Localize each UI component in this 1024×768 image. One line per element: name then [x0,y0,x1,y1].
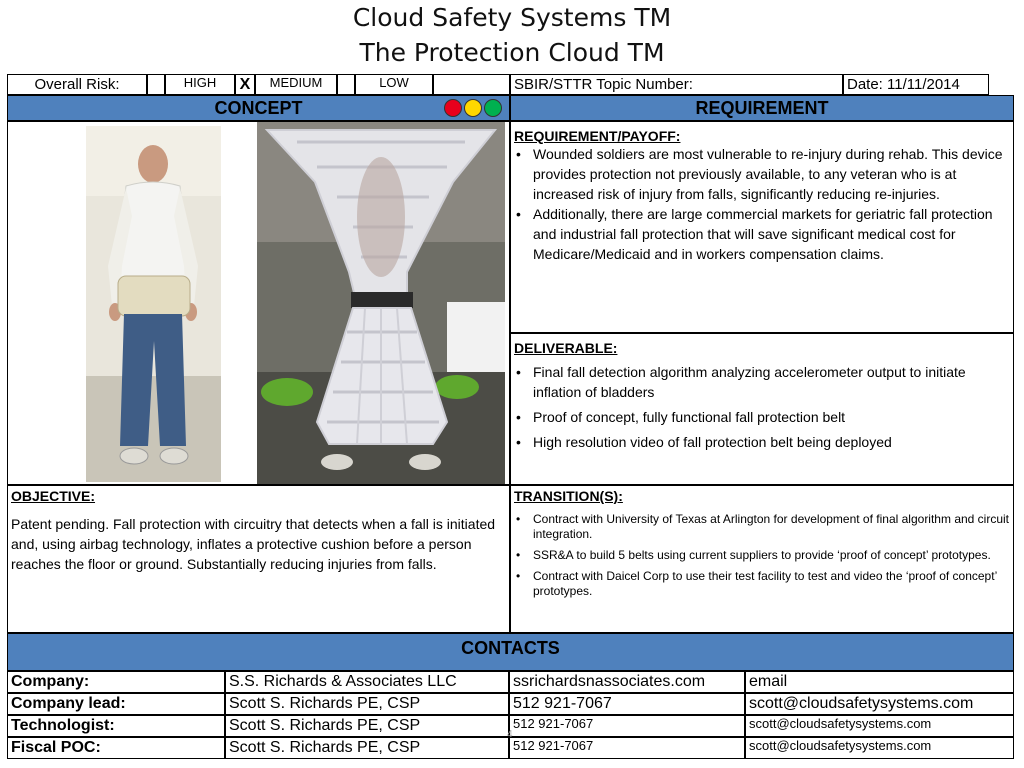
contact-phone: 512 921-7067 [509,715,745,737]
overall-risk-label: Overall Risk: [7,74,147,95]
status-red-icon [444,99,462,117]
requirement-header: REQUIREMENT [510,95,1014,121]
list-item: • Contract with University of Texas at Arlington for development of final algorithm and circuit integration. [514,512,1010,542]
contact-role: Technologist: [7,715,225,737]
status-yellow-icon [464,99,482,117]
contact-website: ssrichardsnassociates.com [509,671,745,693]
risk-medium-checkbox: X [235,74,255,95]
title-line-1: Cloud Safety Systems TM [352,3,672,32]
date-field: Date: 11/11/2014 [843,74,989,95]
contact-name: Scott S. Richards PE, CSP [225,715,509,737]
contact-email: scott@cloudsafetysystems.com [745,737,1014,759]
page-number: 4 [507,729,513,740]
sbir-topic-label: SBIR/STTR Topic Number: [510,74,843,95]
list-item: • Additionally, there are large commercial markets for geriatric fall protection and industrial fall protection that will save significant medical cost for Medicare/Medicaid and in workers compensation claims. [514,204,1010,264]
objective-panel [7,485,510,633]
contact-role: Company: [7,671,225,693]
contact-email: email [745,671,1014,693]
risk-low-checkbox [337,74,355,95]
deliverable-panel [510,333,1014,485]
contact-name: S.S. Richards & Associates LLC [225,671,509,693]
deliverable-title: DELIVERABLE: [514,340,618,356]
transition-title: TRANSITION(S): [514,488,623,504]
concept-panel [7,121,510,485]
contact-email: scott@cloudsafetysystems.com [745,715,1014,737]
contacts-header: CONTACTS [7,633,1014,671]
concept-header [7,95,510,121]
contact-role: Company lead: [7,693,225,715]
contact-role: Fiscal POC: [7,737,225,759]
risk-high-checkbox [147,74,165,95]
list-item: • SSR&A to build 5 belts using current suppliers to provide ‘proof of concept’ prototypes. [514,548,1010,563]
requirement-payoff-panel [510,121,1014,333]
contact-phone: 512 921-7067 [509,737,745,759]
list-item: • High resolution video of fall protection belt being deployed [514,432,1010,452]
objective-title: OBJECTIVE: [11,488,96,504]
transition-list [514,512,1010,599]
risk-high-label: HIGH [165,74,235,95]
concept-heading: CONCEPT [214,98,303,118]
risk-medium-label: MEDIUM [255,74,337,95]
risk-low-label: LOW [355,74,433,95]
objective-text: Patent pending. Fall protection with circuitry that detects when a fall is initiated and, using airbag technology, inflates a protective cushion before a person reaches the floor or ground. Substantially reducing injuries from falls. [11,516,496,572]
status-green-icon [484,99,502,117]
contact-name: Scott S. Richards PE, CSP [225,737,509,759]
contact-name: Scott S. Richards PE, CSP [225,693,509,715]
list-item: • Final fall detection algorithm analyzing accelerometer output to initiate inflation of bladders [514,362,1010,402]
contact-phone: 512 921-7067 [509,693,745,715]
list-item: • Contract with Daicel Corp to use their test facility to test and video the ‘proof of concept’ prototypes. [514,569,1010,599]
transition-panel [510,485,1014,633]
requirement-payoff-list [514,144,1010,264]
requirement-payoff-title: REQUIREMENT/PAYOFF: [514,128,681,144]
deliverable-list [514,362,1010,452]
belt-photo [86,126,221,482]
list-item: • Wounded soldiers are most vulnerable to re-injury during rehab. This device provides protection not previously available, to any veteran who is at increased risk of injury from falls, significantly reducing re-injuries. [514,144,1010,204]
risk-spacer [433,74,510,95]
contacts-table [7,671,1014,761]
title-line-2: The Protection Cloud TM [359,38,665,67]
inflated-airbag-photo [257,122,505,484]
list-item: • Proof of concept, fully functional fall protection belt [514,407,1010,427]
contact-email: scott@cloudsafetysystems.com [745,693,1014,715]
